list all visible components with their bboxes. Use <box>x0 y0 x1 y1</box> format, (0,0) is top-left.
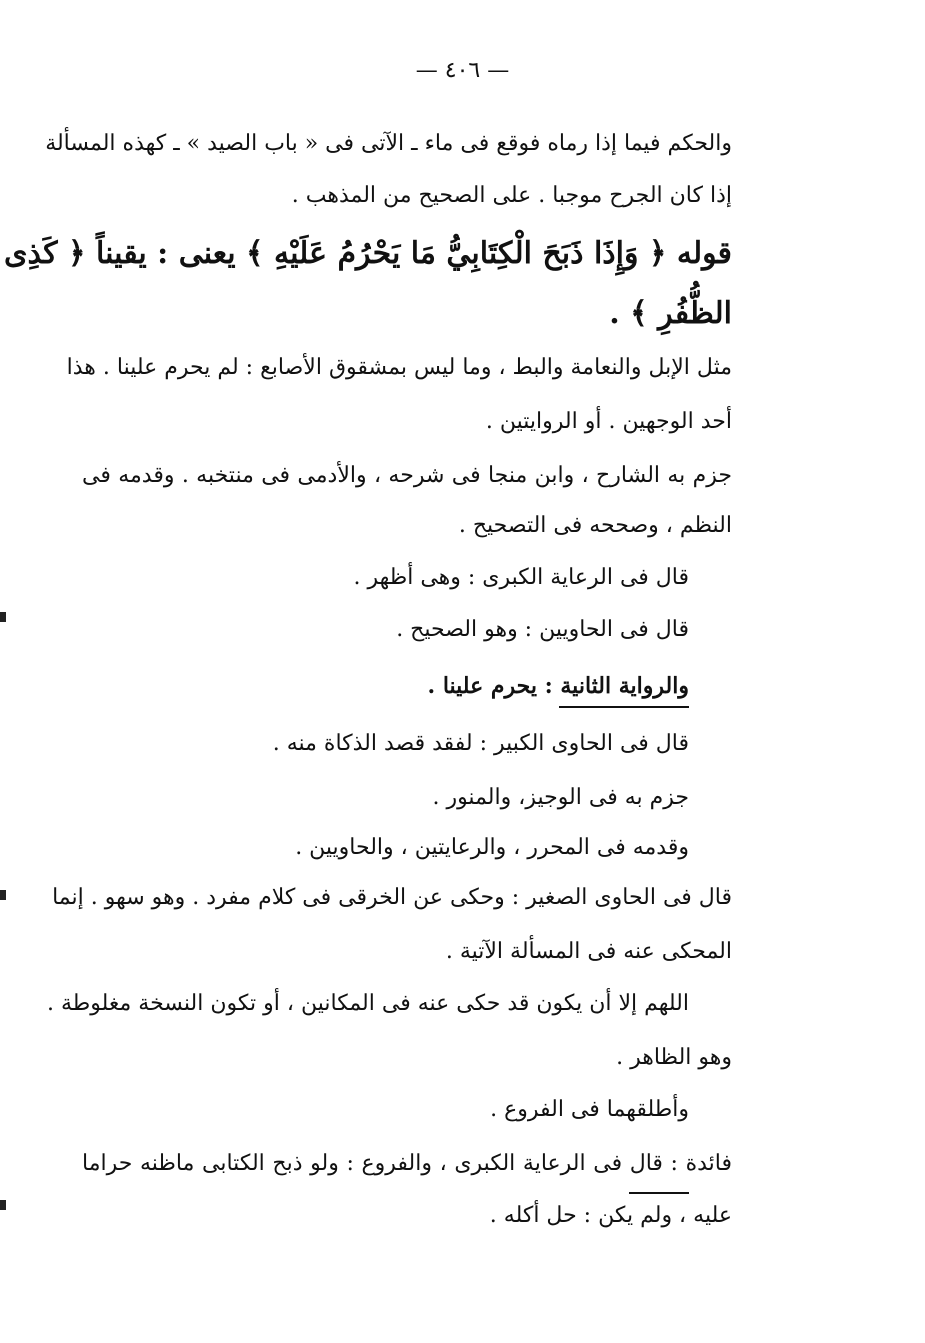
text-line: اللهم إلا أن يكون قد حكى عنه فى المكانين ، أو تكون النسخة مغلوطة . <box>46 991 689 1016</box>
text-line: والحكم فيما إذا رماه فوقع فى ماء ـ الآتى فى « باب الصيد » ـ كهذه المسألة <box>45 131 732 156</box>
underline-mark <box>559 706 689 708</box>
text-line: النظم ، وصححه فى التصحيح . <box>458 513 732 538</box>
text-line: قال فى الحاويين : وهو الصحيح . <box>396 617 689 642</box>
text-line: وقدمه فى المحرر ، والرعايتين ، والحاويين . <box>295 835 689 860</box>
scan-edge-mark <box>0 890 6 900</box>
text-line: مثل الإبل والنعامة والبط ، وما ليس بمشقوق الأصابع : لم يحرم علينا . هذا <box>66 355 732 380</box>
scan-edge-mark <box>0 1200 6 1210</box>
scan-edge-mark <box>0 612 6 622</box>
text-line: أحد الوجهين . أو الروايتين . <box>485 409 732 434</box>
text-line: قال فى الحاوى الكبير : لفقد قصد الذكاة منه . <box>272 731 689 756</box>
text-line: قال فى الرعاية الكبرى : وهى أظهر . <box>353 565 689 590</box>
text-line: فائدة : قال فى الرعاية الكبرى ، والفروع : ولو ذبح الكتابى ماظنه حراما <box>82 1151 732 1176</box>
page-number: — ٤٠٦ — <box>415 58 510 83</box>
text-line: عليه ، ولم يكن : حل أكله . <box>489 1203 732 1228</box>
text-line: المحكى عنه فى المسألة الآتية . <box>445 939 732 964</box>
text-line: جزم به فى الوجيز، والمنور . <box>432 785 689 810</box>
section-line: والرواية الثانية : يحرم علينا . <box>427 673 689 699</box>
text-line: إذا كان الجرح موجبا . على الصحيح من المذهب . <box>291 183 732 208</box>
heading-line: الظُّفُرِ ﴾ . <box>609 296 732 331</box>
text-line: وأطلقهما فى الفروع . <box>490 1097 689 1122</box>
underline-mark <box>629 1192 689 1194</box>
text-line: قال فى الحاوى الصغير : وحكى عن الخرقى فى كلام مفرد . وهو سهو . إنما <box>52 885 732 910</box>
text-line: جزم به الشارح ، وابن منجا فى شرحه ، والأدمى فى منتخبه . وقدمه فى <box>82 463 732 488</box>
text-line: وهو الظاهر . <box>616 1045 732 1070</box>
heading-line: قوله ﴿ وَإِذَا ذَبَحَ الْكِتَابِيُّ مَا يَحْرُمُ عَلَيْهِ ﴾ يعنى : يقيناً ﴿ كَذِى <box>3 236 732 271</box>
